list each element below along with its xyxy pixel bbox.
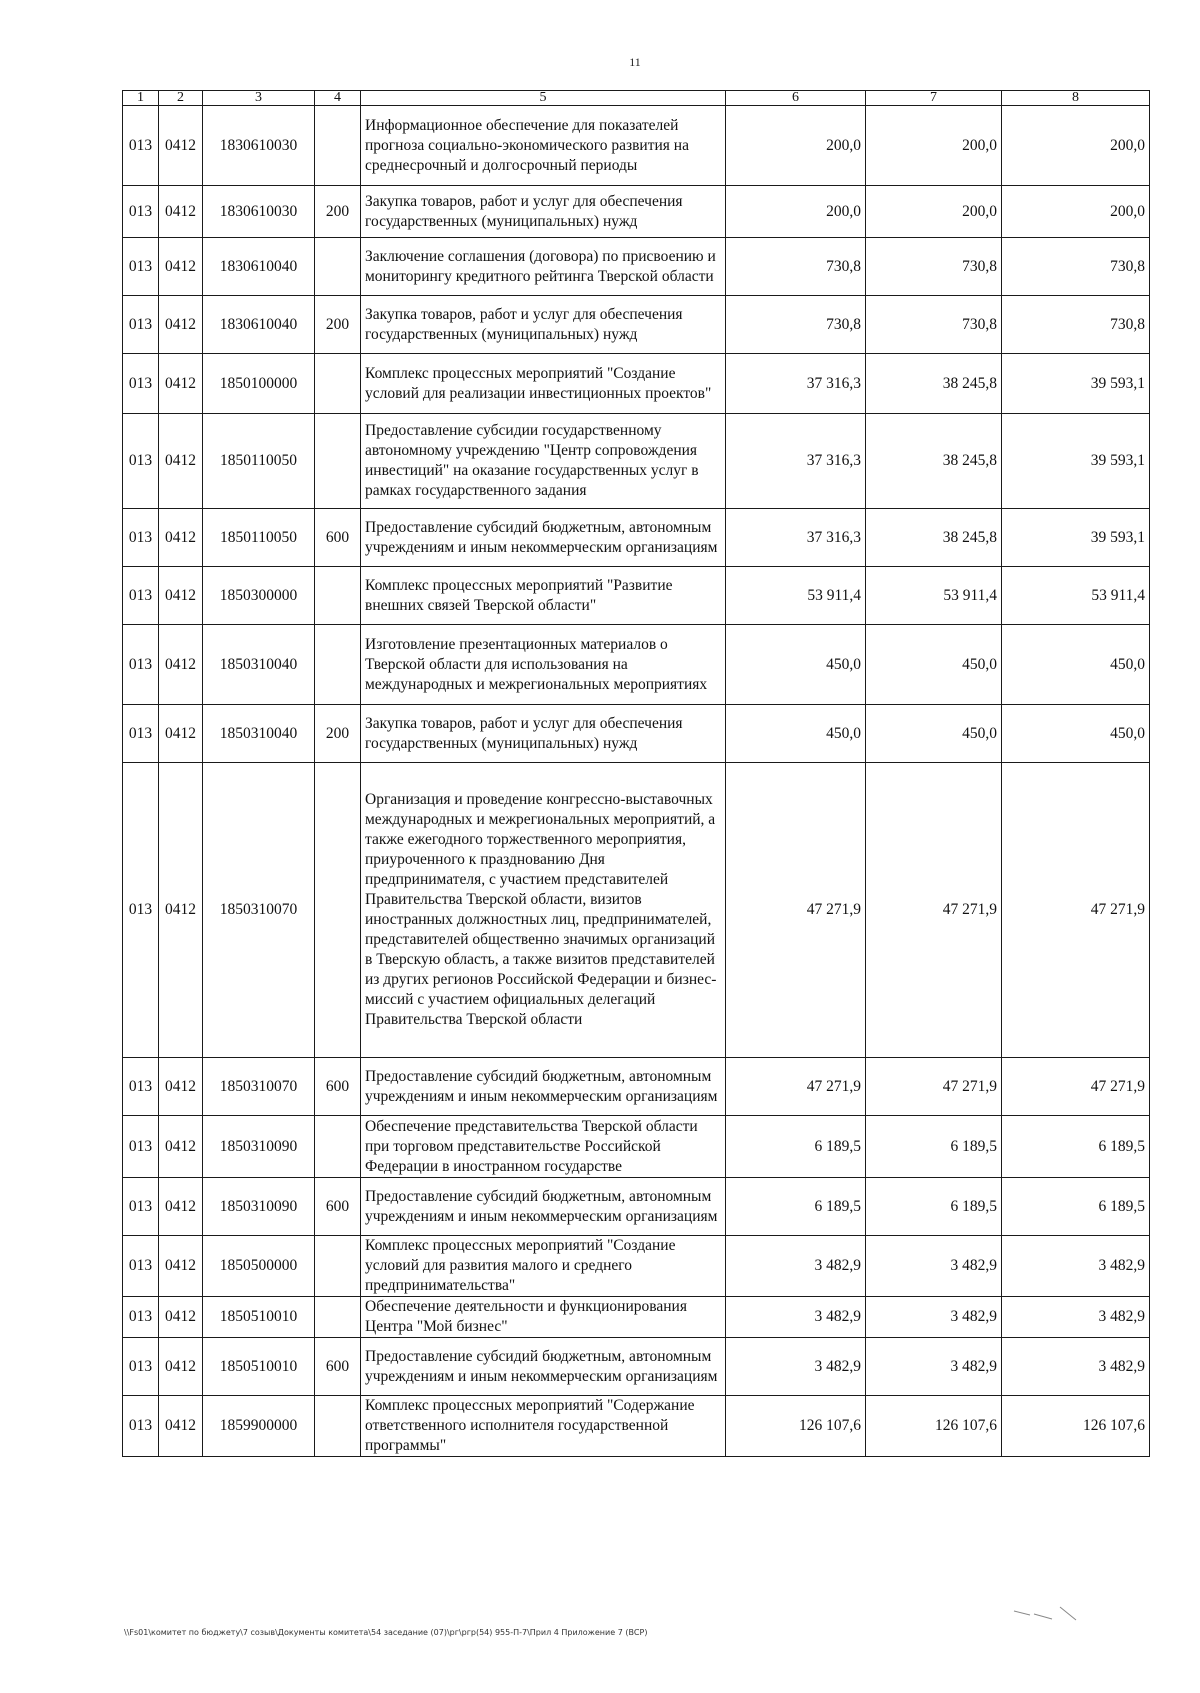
table-row: [123, 106, 1150, 186]
expense-type-cell: [315, 354, 361, 414]
amount-year3-cell: 126 107,6: [1002, 1396, 1150, 1457]
amount-year2-cell: 38 245,8: [866, 354, 1002, 414]
ministry-code-cell: 013: [123, 414, 159, 509]
column-header: 3: [203, 91, 315, 106]
description-cell: Информационное обеспечение для показателей прогноза социально-экономического развития на среднесрочный и долгосрочный периоды: [361, 106, 726, 186]
table-row: [123, 705, 1150, 763]
budget-table: [122, 90, 1150, 1457]
table-row: [123, 354, 1150, 414]
description-cell: Обеспечение деятельности и функционирования Центра "Мой бизнес": [361, 1297, 726, 1338]
amount-year3-cell: 3 482,9: [1002, 1338, 1150, 1396]
amount-year2-cell: 53 911,4: [866, 567, 1002, 625]
amount-year1-cell: 450,0: [726, 705, 866, 763]
table-row: [123, 1058, 1150, 1116]
target-article-cell: 1850310040: [203, 625, 315, 705]
ministry-code-cell: 013: [123, 238, 159, 296]
expense-type-cell: [315, 106, 361, 186]
amount-year1-cell: 200,0: [726, 106, 866, 186]
amount-year1-cell: 53 911,4: [726, 567, 866, 625]
target-article-cell: 1850500000: [203, 1236, 315, 1297]
margin-scribble: [1012, 1605, 1082, 1623]
section-code-cell: 0412: [159, 567, 203, 625]
table-row: [123, 509, 1150, 567]
amount-year1-cell: 200,0: [726, 186, 866, 238]
amount-year2-cell: 200,0: [866, 106, 1002, 186]
amount-year3-cell: 450,0: [1002, 625, 1150, 705]
header-row: [123, 91, 1150, 106]
description-cell: Предоставление субсидии государственному автономному учреждению "Центр сопровождения инвестиций" на оказание государственных услуг в рамках государственного задания: [361, 414, 726, 509]
ministry-code-cell: 013: [123, 296, 159, 354]
amount-year1-cell: 730,8: [726, 238, 866, 296]
amount-year3-cell: 47 271,9: [1002, 763, 1150, 1058]
amount-year3-cell: 730,8: [1002, 238, 1150, 296]
ministry-code-cell: 013: [123, 354, 159, 414]
amount-year2-cell: 6 189,5: [866, 1116, 1002, 1178]
section-code-cell: 0412: [159, 414, 203, 509]
expense-type-cell: 600: [315, 1178, 361, 1236]
target-article-cell: 1850310090: [203, 1178, 315, 1236]
amount-year2-cell: 6 189,5: [866, 1178, 1002, 1236]
description-cell: Закупка товаров, работ и услуг для обеспечения государственных (муниципальных) нужд: [361, 705, 726, 763]
description-cell: Предоставление субсидий бюджетным, автономным учреждениям и иным некоммерческим организациям: [361, 509, 726, 567]
expense-type-cell: [315, 567, 361, 625]
section-code-cell: 0412: [159, 1178, 203, 1236]
amount-year3-cell: 39 593,1: [1002, 414, 1150, 509]
ministry-code-cell: 013: [123, 1396, 159, 1457]
table-row: [123, 414, 1150, 509]
expense-type-cell: 200: [315, 705, 361, 763]
table-row: [123, 1396, 1150, 1457]
amount-year3-cell: 3 482,9: [1002, 1297, 1150, 1338]
column-header: 1: [123, 91, 159, 106]
amount-year2-cell: 450,0: [866, 625, 1002, 705]
amount-year2-cell: 38 245,8: [866, 509, 1002, 567]
column-header: 4: [315, 91, 361, 106]
table-row: [123, 625, 1150, 705]
ministry-code-cell: 013: [123, 186, 159, 238]
amount-year2-cell: 3 482,9: [866, 1236, 1002, 1297]
amount-year3-cell: 6 189,5: [1002, 1116, 1150, 1178]
amount-year2-cell: 200,0: [866, 186, 1002, 238]
target-article-cell: 1859900000: [203, 1396, 315, 1457]
table-row: [123, 1338, 1150, 1396]
table-row: [123, 763, 1150, 1058]
amount-year3-cell: 39 593,1: [1002, 509, 1150, 567]
amount-year1-cell: 3 482,9: [726, 1236, 866, 1297]
amount-year3-cell: 3 482,9: [1002, 1236, 1150, 1297]
ministry-code-cell: 013: [123, 763, 159, 1058]
description-cell: Комплекс процессных мероприятий "Содержание ответственного исполнителя государственной программы": [361, 1396, 726, 1457]
expense-type-cell: [315, 625, 361, 705]
ministry-code-cell: 013: [123, 1058, 159, 1116]
expense-type-cell: 600: [315, 1058, 361, 1116]
amount-year1-cell: 37 316,3: [726, 509, 866, 567]
description-cell: Предоставление субсидий бюджетным, автономным учреждениям и иным некоммерческим организациям: [361, 1058, 726, 1116]
target-article-cell: 1850300000: [203, 567, 315, 625]
amount-year1-cell: 126 107,6: [726, 1396, 866, 1457]
amount-year2-cell: 47 271,9: [866, 1058, 1002, 1116]
expense-type-cell: [315, 238, 361, 296]
section-code-cell: 0412: [159, 1116, 203, 1178]
target-article-cell: 1850510010: [203, 1338, 315, 1396]
amount-year2-cell: 126 107,6: [866, 1396, 1002, 1457]
amount-year3-cell: 39 593,1: [1002, 354, 1150, 414]
description-cell: Комплекс процессных мероприятий "Развитие внешних связей Тверской области": [361, 567, 726, 625]
table-row: [123, 296, 1150, 354]
expense-type-cell: [315, 1396, 361, 1457]
table-row: [123, 1236, 1150, 1297]
section-code-cell: 0412: [159, 1236, 203, 1297]
page-number: 11: [629, 55, 641, 69]
amount-year1-cell: 37 316,3: [726, 414, 866, 509]
target-article-cell: 1850110050: [203, 509, 315, 567]
amount-year1-cell: 730,8: [726, 296, 866, 354]
table-row: [123, 1116, 1150, 1178]
amount-year2-cell: 47 271,9: [866, 763, 1002, 1058]
expense-type-cell: [315, 414, 361, 509]
table-row: [123, 186, 1150, 238]
target-article-cell: 1830610030: [203, 186, 315, 238]
section-code-cell: 0412: [159, 1338, 203, 1396]
target-article-cell: 1850310070: [203, 763, 315, 1058]
column-header: 5: [361, 91, 726, 106]
table-header: [123, 91, 1150, 106]
amount-year2-cell: 730,8: [866, 296, 1002, 354]
expense-type-cell: 600: [315, 1338, 361, 1396]
description-cell: Предоставление субсидий бюджетным, автономным учреждениям и иным некоммерческим организациям: [361, 1338, 726, 1396]
amount-year2-cell: 38 245,8: [866, 414, 1002, 509]
expense-type-cell: 200: [315, 186, 361, 238]
target-article-cell: 1830610040: [203, 238, 315, 296]
expense-type-cell: 200: [315, 296, 361, 354]
expense-type-cell: [315, 1236, 361, 1297]
expense-type-cell: [315, 1297, 361, 1338]
section-code-cell: 0412: [159, 106, 203, 186]
amount-year1-cell: 37 316,3: [726, 354, 866, 414]
target-article-cell: 1830610040: [203, 296, 315, 354]
section-code-cell: 0412: [159, 238, 203, 296]
description-cell: Закупка товаров, работ и услуг для обеспечения государственных (муниципальных) нужд: [361, 186, 726, 238]
target-article-cell: 1830610030: [203, 106, 315, 186]
section-code-cell: 0412: [159, 705, 203, 763]
target-article-cell: 1850310040: [203, 705, 315, 763]
description-cell: Комплекс процессных мероприятий "Создание условий для реализации инвестиционных проектов": [361, 354, 726, 414]
section-code-cell: 0412: [159, 186, 203, 238]
column-header: 8: [1002, 91, 1150, 106]
ministry-code-cell: 013: [123, 705, 159, 763]
amount-year1-cell: 3 482,9: [726, 1297, 866, 1338]
amount-year2-cell: 3 482,9: [866, 1338, 1002, 1396]
column-header: 2: [159, 91, 203, 106]
amount-year2-cell: 730,8: [866, 238, 1002, 296]
ministry-code-cell: 013: [123, 1116, 159, 1178]
ministry-code-cell: 013: [123, 1338, 159, 1396]
table-row: [123, 238, 1150, 296]
column-header: 7: [866, 91, 1002, 106]
section-code-cell: 0412: [159, 509, 203, 567]
target-article-cell: 1850110050: [203, 414, 315, 509]
amount-year2-cell: 3 482,9: [866, 1297, 1002, 1338]
expense-type-cell: [315, 763, 361, 1058]
section-code-cell: 0412: [159, 625, 203, 705]
amount-year2-cell: 450,0: [866, 705, 1002, 763]
amount-year1-cell: 3 482,9: [726, 1338, 866, 1396]
description-cell: Обеспечение представительства Тверской области при торговом представительстве Российской Федерации в иностранном государстве: [361, 1116, 726, 1178]
amount-year1-cell: 6 189,5: [726, 1116, 866, 1178]
section-code-cell: 0412: [159, 1297, 203, 1338]
target-article-cell: 1850310090: [203, 1116, 315, 1178]
amount-year3-cell: 6 189,5: [1002, 1178, 1150, 1236]
description-cell: Предоставление субсидий бюджетным, автономным учреждениям и иным некоммерческим организациям: [361, 1178, 726, 1236]
ministry-code-cell: 013: [123, 567, 159, 625]
amount-year1-cell: 6 189,5: [726, 1178, 866, 1236]
amount-year3-cell: 200,0: [1002, 186, 1150, 238]
section-code-cell: 0412: [159, 296, 203, 354]
ministry-code-cell: 013: [123, 625, 159, 705]
section-code-cell: 0412: [159, 354, 203, 414]
amount-year1-cell: 47 271,9: [726, 1058, 866, 1116]
footer-file-path: \\Fs01\комитет по бюджету\7 созыв\Документы комитета\54 заседание (07)\рг\ргр(54) 955-П-7\Прил 4 Приложение 7 (ВСР): [124, 1628, 648, 1637]
target-article-cell: 1850510010: [203, 1297, 315, 1338]
description-cell: Организация и проведение конгрессно-выставочных международных и межрегиональных мероприятий, а также ежегодного торжественного мероприятия, приуроченного к празднованию Дня предпринимателя, с участием представителей Правительства Тверской области, визитов иностранных должностных лиц, предпринимателей, представителей общественно значимых организаций в Тверскую область, а также визитов представителей из других регионов Российской Федерации и бизнес-миссий с участием официальных делегаций Правительства Тверской области: [361, 763, 726, 1058]
expense-type-cell: 600: [315, 509, 361, 567]
amount-year3-cell: 53 911,4: [1002, 567, 1150, 625]
amount-year1-cell: 47 271,9: [726, 763, 866, 1058]
amount-year3-cell: 450,0: [1002, 705, 1150, 763]
section-code-cell: 0412: [159, 763, 203, 1058]
table-row: [123, 567, 1150, 625]
description-cell: Комплекс процессных мероприятий "Создание условий для развития малого и среднего предпринимательства": [361, 1236, 726, 1297]
table-row: [123, 1178, 1150, 1236]
amount-year3-cell: 200,0: [1002, 106, 1150, 186]
description-cell: Закупка товаров, работ и услуг для обеспечения государственных (муниципальных) нужд: [361, 296, 726, 354]
description-cell: Заключение соглашения (договора) по присвоению и мониторингу кредитного рейтинга Тверской области: [361, 238, 726, 296]
description-cell: Изготовление презентационных материалов о Тверской области для использования на международных и межрегиональных мероприятиях: [361, 625, 726, 705]
ministry-code-cell: 013: [123, 509, 159, 567]
amount-year1-cell: 450,0: [726, 625, 866, 705]
section-code-cell: 0412: [159, 1058, 203, 1116]
column-header: 6: [726, 91, 866, 106]
ministry-code-cell: 013: [123, 106, 159, 186]
amount-year3-cell: 47 271,9: [1002, 1058, 1150, 1116]
target-article-cell: 1850100000: [203, 354, 315, 414]
ministry-code-cell: 013: [123, 1297, 159, 1338]
table-row: [123, 1297, 1150, 1338]
amount-year3-cell: 730,8: [1002, 296, 1150, 354]
table-body: [123, 106, 1150, 1457]
ministry-code-cell: 013: [123, 1178, 159, 1236]
expense-type-cell: [315, 1116, 361, 1178]
section-code-cell: 0412: [159, 1396, 203, 1457]
target-article-cell: 1850310070: [203, 1058, 315, 1116]
ministry-code-cell: 013: [123, 1236, 159, 1297]
